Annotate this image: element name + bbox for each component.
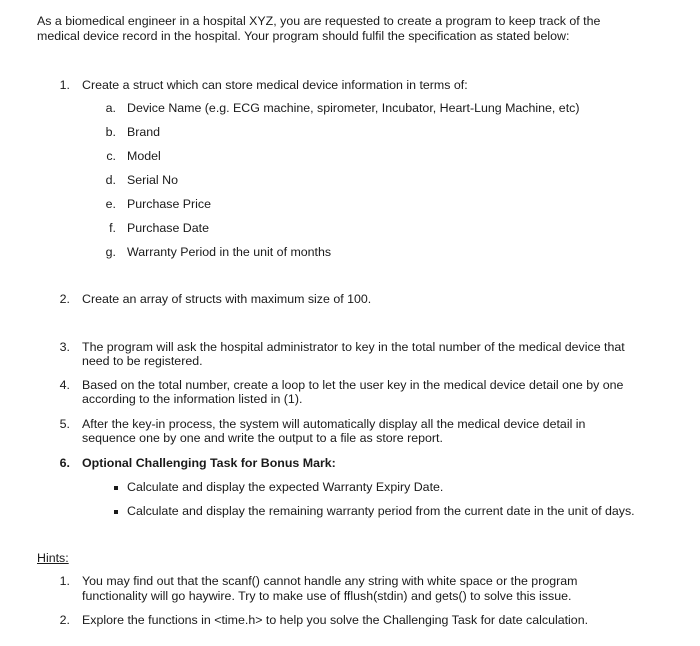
subitem-b-letter: b. bbox=[105, 125, 116, 139]
subitem-c-text: Model bbox=[127, 149, 161, 163]
hint-1-number: 1. bbox=[59, 574, 70, 588]
intro-line-2: medical device record in the hospital. Your program should fulfil the specification as stated below: bbox=[37, 29, 570, 43]
subitem-a-text: Device Name (e.g. ECG machine, spirometer, Incubator, Heart-Lung Machine, etc) bbox=[127, 101, 580, 115]
subitem-g-letter: g. bbox=[105, 245, 116, 259]
task-4-number: 4. bbox=[59, 378, 70, 392]
subitem-a-letter: a. bbox=[105, 101, 116, 115]
task-3-text-line-2: need to be registered. bbox=[82, 354, 203, 368]
task-1-number: 1. bbox=[59, 78, 70, 92]
task-3-number: 3. bbox=[59, 340, 70, 354]
task-6-heading: Optional Challenging Task for Bonus Mark: bbox=[82, 456, 336, 470]
task-2-text: Create an array of structs with maximum size of 100. bbox=[82, 292, 372, 306]
hint-2-number: 2. bbox=[59, 613, 70, 627]
bullet-2-icon bbox=[114, 510, 118, 514]
subitem-d-letter: d. bbox=[105, 173, 116, 187]
task-2-number: 2. bbox=[59, 292, 70, 306]
task-4-text-line-2: according to the information listed in (1). bbox=[82, 392, 303, 406]
hint-1-text-line-1: You may find out that the scanf() cannot handle any string with white space or the program bbox=[82, 574, 578, 588]
subitem-c-letter: c. bbox=[106, 149, 116, 163]
bullet-1-icon bbox=[114, 486, 118, 490]
task-4-text-line-1: Based on the total number, create a loop to let the user key in the medical device detail one by one bbox=[82, 378, 624, 392]
subitem-g-text: Warranty Period in the unit of months bbox=[127, 245, 332, 259]
task-5-text-line-2: sequence one by one and write the output to a file as store report. bbox=[82, 431, 443, 445]
task-3-text-line-1: The program will ask the hospital administrator to key in the total number of the medical device that bbox=[82, 340, 625, 354]
hint-2-text: Explore the functions in <time.h> to help you solve the Challenging Task for date calculation. bbox=[82, 613, 589, 627]
subitem-e-text: Purchase Price bbox=[127, 197, 212, 211]
task-1-text: Create a struct which can store medical device information in terms of: bbox=[82, 78, 468, 92]
subitem-f-text: Purchase Date bbox=[127, 221, 209, 235]
bonus-bullet-2-text: Calculate and display the remaining warranty period from the current date in the unit of days. bbox=[127, 504, 635, 518]
bonus-bullet-1-text: Calculate and display the expected Warranty Expiry Date. bbox=[127, 480, 444, 494]
subitem-b-text: Brand bbox=[127, 125, 161, 139]
subitem-f-letter: f. bbox=[109, 221, 116, 235]
subitem-e-letter: e. bbox=[105, 197, 116, 211]
hint-1-text-line-2: functionality will go haywire. Try to make use of fflush(stdin) and gets() to solve this issue. bbox=[82, 589, 572, 603]
subitem-d-text: Serial No bbox=[127, 173, 178, 187]
task-6-number: 6. bbox=[59, 456, 70, 470]
hints-title: Hints: bbox=[37, 551, 69, 565]
task-5-text-line-1: After the key-in process, the system will automatically display all the medical device detail in bbox=[82, 417, 586, 431]
task-5-number: 5. bbox=[59, 417, 70, 431]
intro-line-1: As a biomedical engineer in a hospital XYZ, you are requested to create a program to keep track of the bbox=[37, 14, 601, 28]
